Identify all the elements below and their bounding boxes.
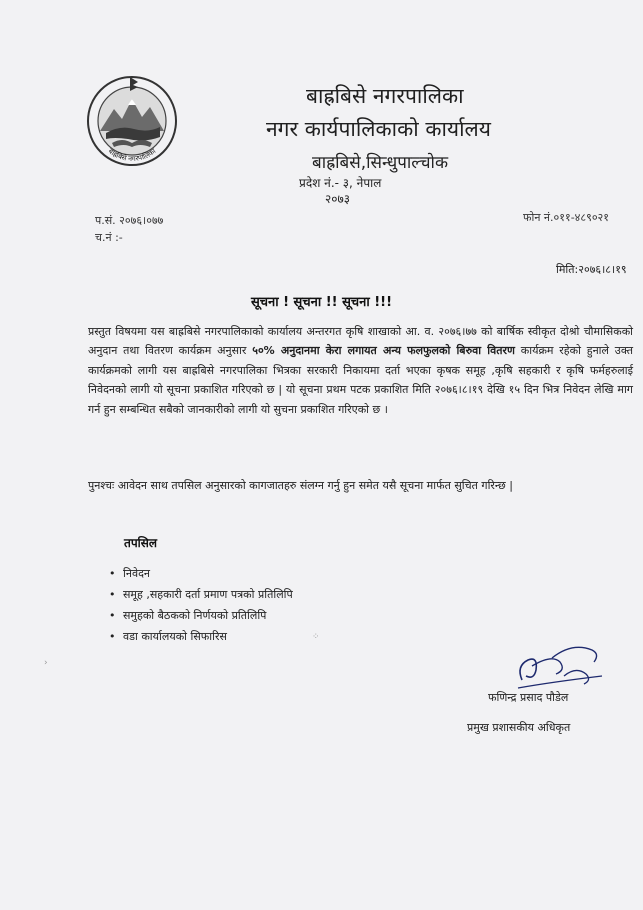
notice-date: मिति:२०७६।८।१९ (556, 263, 627, 276)
municipality-emblem-icon (84, 73, 180, 169)
establishment-year: २०७३ (325, 192, 350, 206)
dispatch-number: च.नं :- (95, 231, 123, 244)
scan-speck: ⁘ (312, 632, 320, 642)
list-item: • समुहको बैठकको निर्णयको प्रतिलिपि (109, 605, 293, 626)
scan-speck: › (44, 658, 48, 668)
list-item: • समूह ,सहकारी दर्ता प्रमाण पत्रको प्रतिलिपि (109, 584, 293, 605)
org-name: बाह्रबिसे नगरपालिका (306, 84, 464, 108)
notice-body-highlight: ५०% अनुदानमा केरा लगायत अन्य फलफुलको बिरुवा वितरण (252, 344, 515, 358)
notice-postscript: पुनश्चः आवेदन साथ तपसिल अनुसारको कागजातहरु संलग्न गर्नु हुन समेत यसै सूचना मार्फत सुचित गरिन्छ | (88, 479, 513, 492)
letter-reference-number: प.सं. २०७६।०७७ (95, 214, 164, 227)
office-name: नगर कार्यपालिकाको कार्यालय (266, 117, 491, 141)
notice-body-text: प्रस्तुत विषयमा यस बाह्रबिसे नगरपालिकाको कार्यालय अन्तरगत कृषि शाखाको आ. व. २०७६।७७ को बार्षिक स्वीकृत दोश्रो चौमासिकको अनुदान तथा वितरण कार्यक्रम अनुसार (88, 325, 633, 358)
notice-body-text-continued: कार्यक्रम रहेको हुनाले उक्त कार्यक्रमको लागी यस बाह्रबिसे नगरपालिका भित्रका सरकारी निकायमा दर्ता भएका कृषक समूह ,कृषि सहकारी र कृषि फर्महरुलाई निवेदनको लागी यो सूचना प्रकाशित गरिएको छ | यो सूचना प्रथम पटक प्रकाशित मिति २०७६।८।१९ देखि १५ दिन भित्र निवेदन लेखि माग गर्न हुन सम्बन्धित सबैको जानकारीको लागी यो सुचना प्रकाशित गरिएको छ । (88, 344, 633, 416)
signature-mark (512, 636, 612, 696)
office-location: बाह्रबिसे,सिन्धुपाल्चोक (312, 153, 449, 173)
list-item: • निवेदन (109, 563, 293, 584)
notice-body (88, 322, 633, 419)
emblem-ring-text: बाह्रबिसे नगरपालिका (106, 147, 158, 164)
phone-number: फोन नं.०११-४८९०२१ (523, 211, 609, 224)
list-item: • वडा कार्यालयको सिफारिस (109, 626, 293, 647)
tapasil-heading: तपसिल (124, 536, 158, 550)
province-line: प्रदेश नं.- ३, नेपाल (299, 176, 382, 190)
notice-title: सूचना ! सूचना !! सूचना !!! (250, 295, 393, 310)
signatory-name: फणिन्द्र प्रसाद पौडेल (488, 691, 569, 704)
signatory-role: प्रमुख प्रशासकीय अधिकृत (467, 721, 571, 734)
tapasil-list (109, 563, 293, 647)
